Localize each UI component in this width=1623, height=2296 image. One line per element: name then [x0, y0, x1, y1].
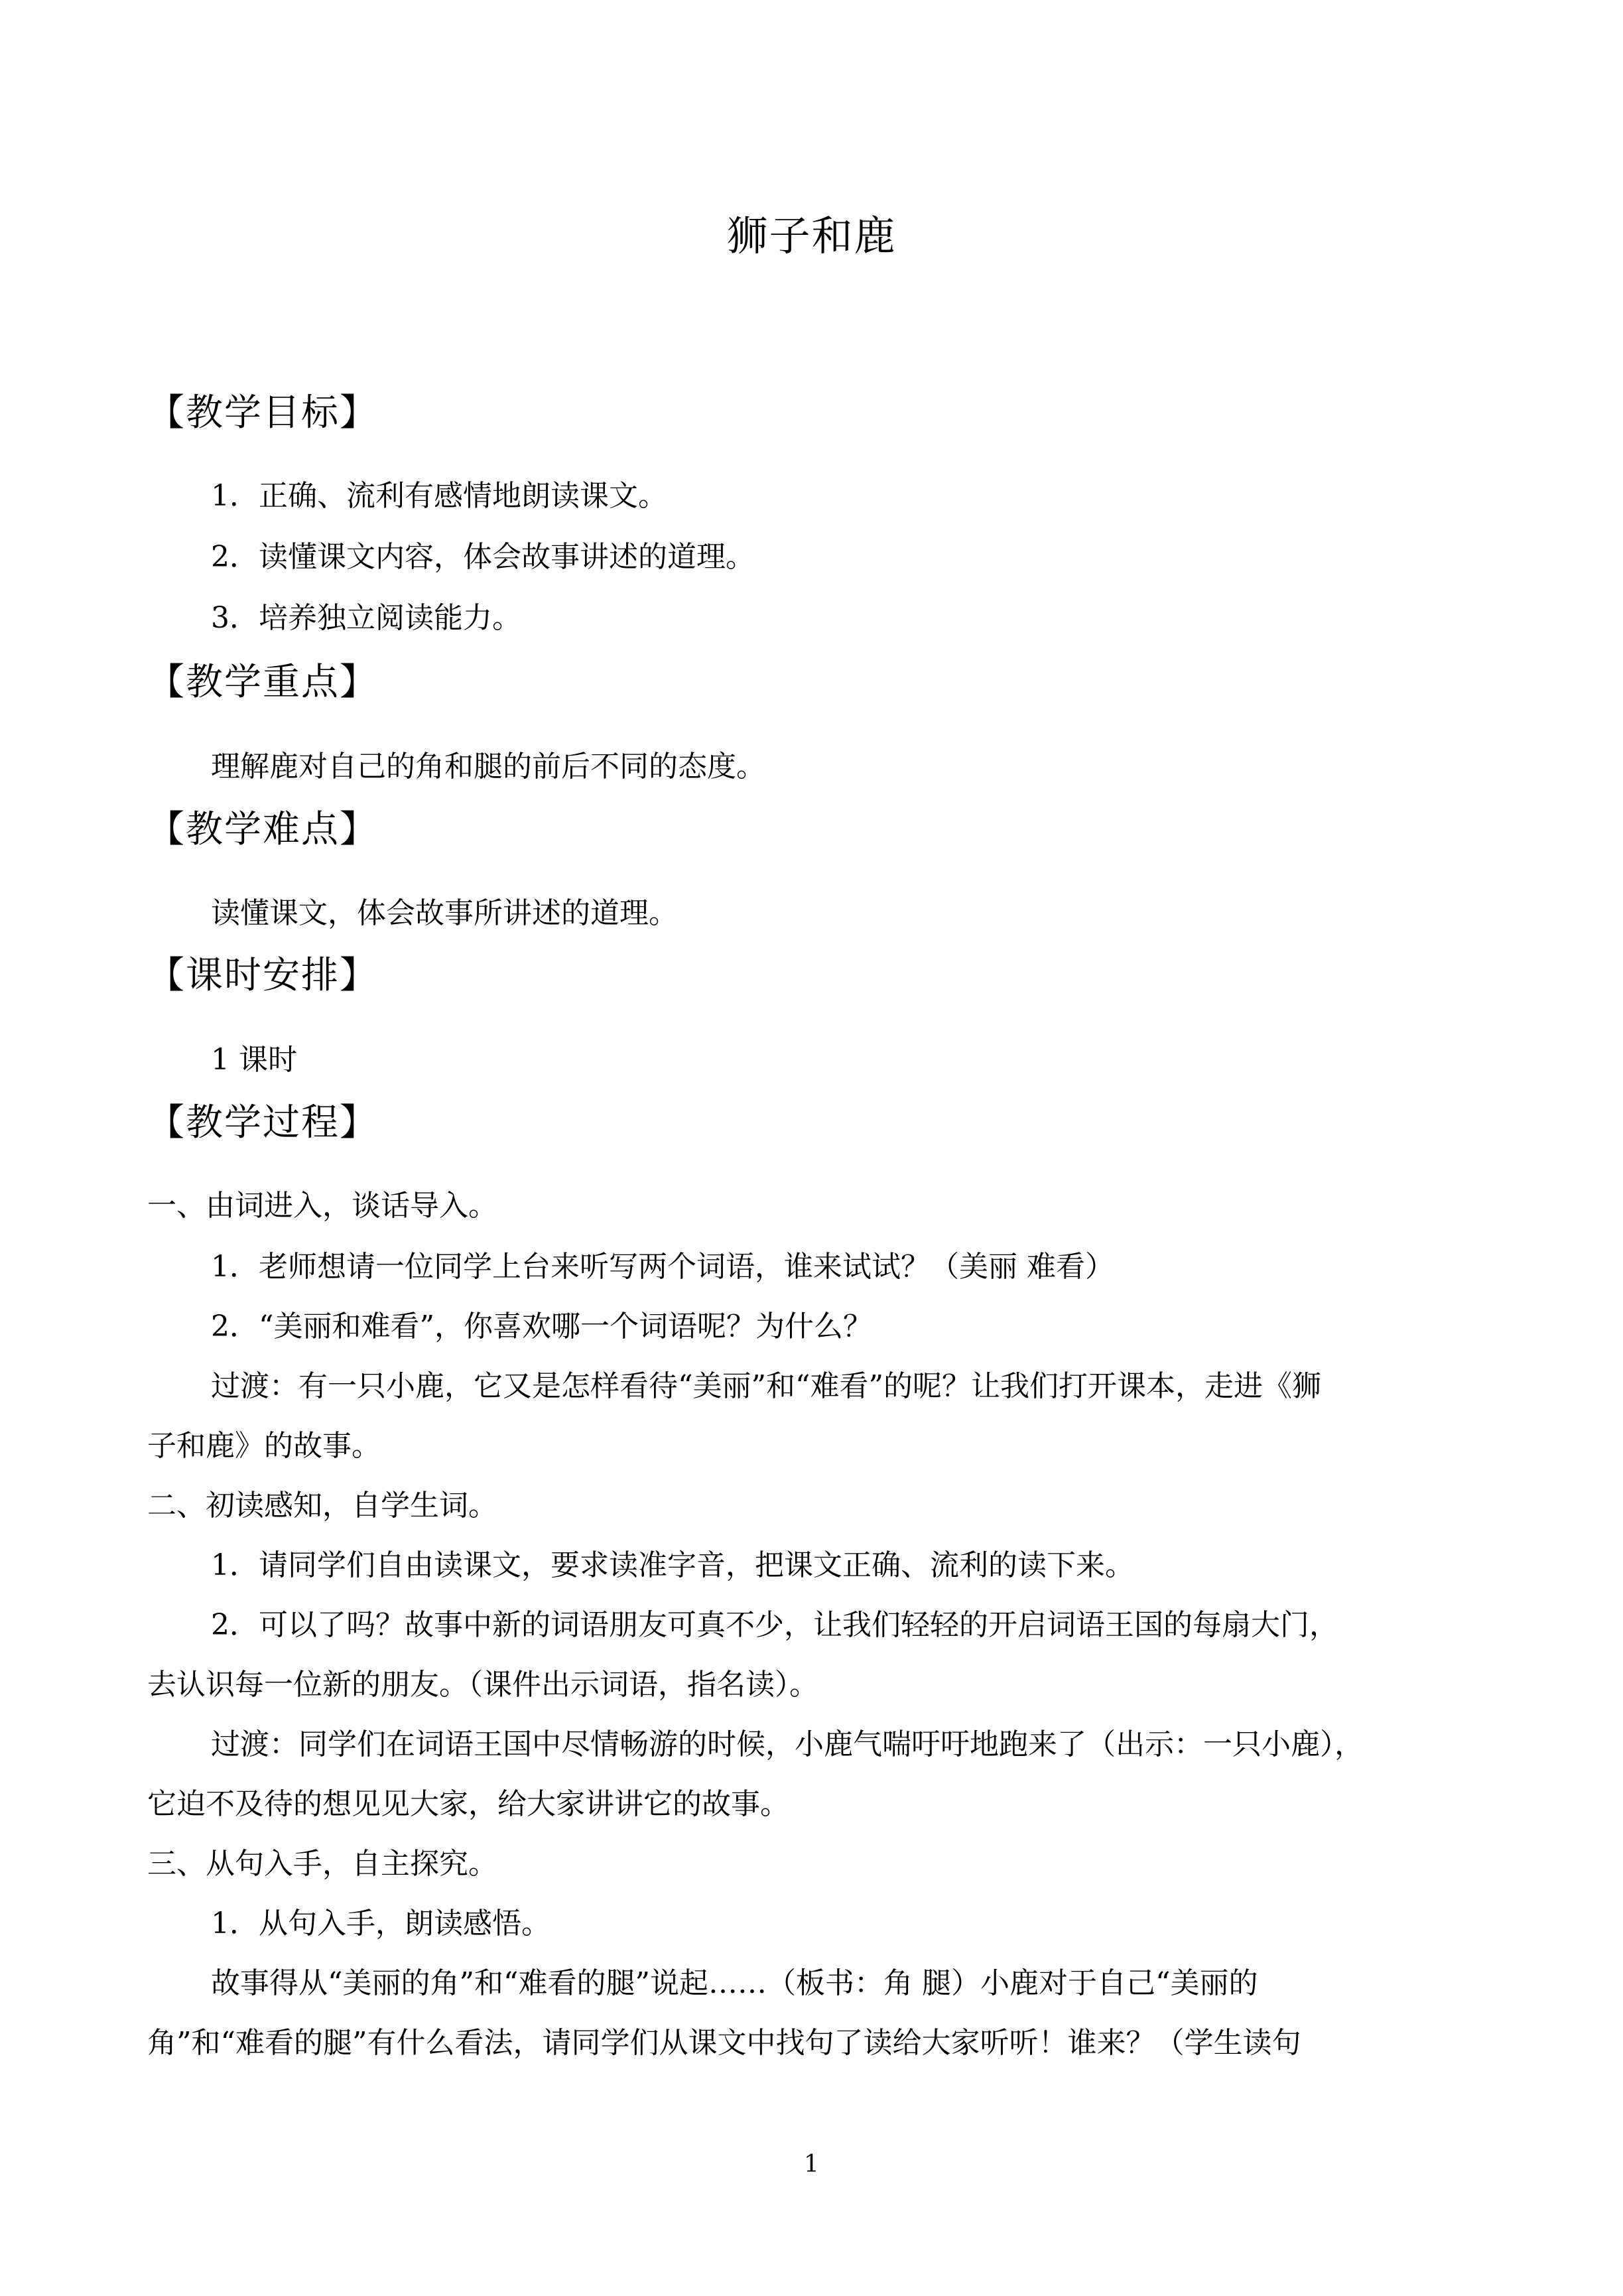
process-line: 过渡：同学们在词语王国中尽情畅游的时候，小鹿气喘吁吁地跑来了（出示：一只小鹿），	[211, 1727, 1364, 1761]
process-line: 故事得从“美丽的角”和“难看的腿”说起……（板书：角 腿）小鹿对于自己“美丽的	[211, 1966, 1258, 2000]
process-line: 2．可以了吗？故事中新的词语朋友可真不少，让我们轻轻的开启词语王国的每扇大门，	[211, 1608, 1338, 1642]
process-line: 2．“美丽和难看”，你喜欢哪一个词语呢？为什么？	[211, 1310, 872, 1343]
process-line: 1．老师想请一位同学上台来听写两个词语，谁来试试？（美丽 难看）	[211, 1250, 1114, 1284]
objective-item: 3．培养独立阅读能力。	[211, 601, 521, 635]
schedule-text: 1 课时	[211, 1043, 297, 1077]
objective-item: 1．正确、流利有感情地朗读课文。	[211, 479, 667, 513]
process-line: 去认识每一位新的朋友。（课件出示词语，指名读）。	[147, 1668, 818, 1702]
difficulties-text: 读懂课文，体会故事所讲述的道理。	[211, 896, 678, 930]
section-heading-schedule: 【课时安排】	[147, 954, 378, 997]
page-number: 1	[804, 2151, 819, 2178]
section-heading-difficulties: 【教学难点】	[147, 808, 378, 851]
process-line: 1．从句入手，朗读感悟。	[211, 1907, 551, 1940]
process-step-heading: 二、初读感知，自学生词。	[147, 1489, 497, 1522]
process-step-heading: 三、从句入手，自主探究。	[147, 1847, 497, 1881]
document-title: 狮子和鹿	[726, 212, 897, 260]
key-points-text: 理解鹿对自己的角和腿的前后不同的态度。	[211, 750, 765, 783]
process-line: 1．请同学们自由读课文，要求读准字音，把课文正确、流利的读下来。	[211, 1548, 1134, 1582]
objective-item: 2．读懂课文内容，体会故事讲述的道理。	[211, 540, 755, 574]
process-line: 它迫不及待的想见见大家，给大家讲讲它的故事。	[147, 1787, 789, 1821]
section-heading-process: 【教学过程】	[147, 1101, 378, 1144]
process-line: 子和鹿》的故事。	[147, 1429, 381, 1463]
section-heading-objectives: 【教学目标】	[147, 391, 378, 435]
process-line: 角”和“难看的腿”有什么看法，请同学们从课文中找句了读给大家听听！谁来？（学生读句	[147, 2026, 1301, 2060]
process-step-heading: 一、由词进入，谈话导入。	[147, 1189, 497, 1223]
section-heading-key-points: 【教学重点】	[147, 661, 378, 704]
process-line: 过渡：有一只小鹿，它又是怎样看待“美丽”和“难看”的呢？让我们打开课本，走进《狮	[211, 1369, 1321, 1403]
